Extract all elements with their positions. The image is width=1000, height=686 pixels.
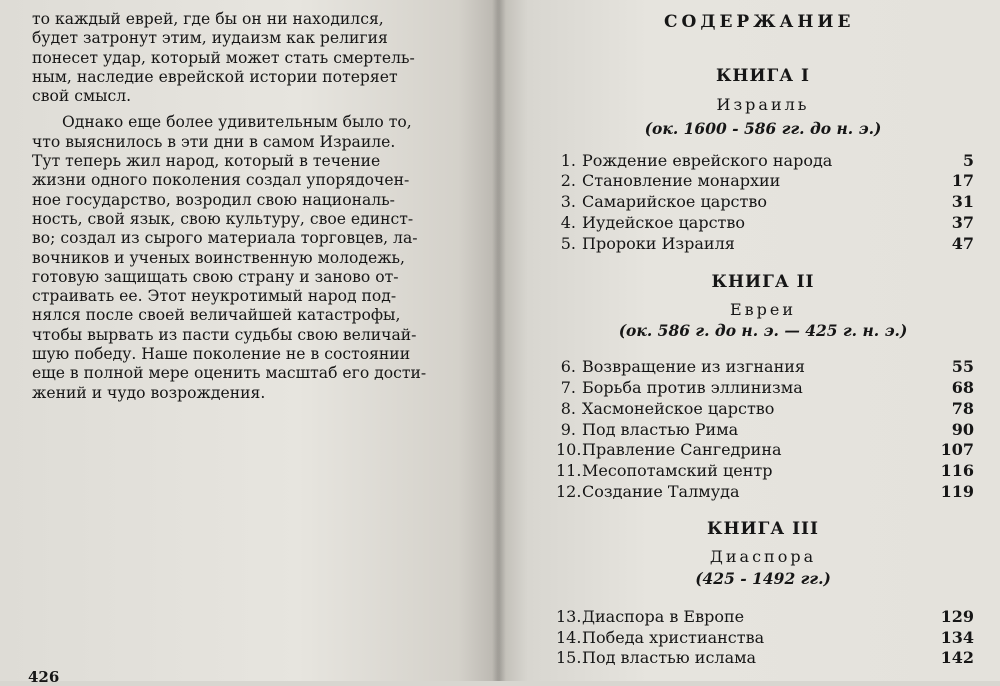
- toc-entry: [556, 191, 976, 212]
- chapter-title: Борьба против эллинизма: [582, 378, 803, 397]
- toc-entry: [556, 356, 976, 377]
- chapter-title: Возвращение из изгнания: [582, 357, 806, 376]
- book-subtitle: Евреи: [729, 300, 797, 319]
- chapter-page: 142: [940, 648, 974, 667]
- toc-entry: [556, 398, 976, 419]
- book-dates: (ок. 1600 - 586 гг. до н. э.): [644, 119, 882, 138]
- toc-entry: [556, 170, 976, 191]
- chapter-title: Пророки Израиля: [582, 234, 735, 253]
- chapter-page: 68: [951, 378, 974, 397]
- text-line: вочников и ученых воинственную молодежь,: [32, 248, 406, 267]
- chapter-title: Диаспора в Европе: [582, 607, 745, 626]
- toc-entry: [556, 233, 976, 254]
- book-subtitle: Диаспора: [709, 547, 817, 566]
- text-line: еще в полной мере оценить масштаб его дости-: [32, 364, 427, 383]
- page-number: 426: [28, 668, 60, 686]
- chapter-page: 134: [940, 628, 974, 647]
- chapter-title: Становление монархии: [582, 171, 781, 190]
- chapter-number: 6.: [560, 357, 576, 376]
- text-line: во; создал из сырого материала торговцев, ла-: [32, 229, 418, 248]
- book-title: КНИГА II: [711, 272, 815, 292]
- book-subtitle: Израиль: [716, 95, 810, 114]
- toc-entry: [556, 150, 976, 171]
- toc-entry: [556, 212, 976, 233]
- toc-entry: [556, 627, 976, 648]
- chapter-page: 119: [940, 482, 974, 501]
- chapter-page: 78: [951, 399, 974, 418]
- chapter-number: 15.: [556, 648, 582, 667]
- text-line: шую победу. Наше поколение не в состоянии: [32, 345, 411, 364]
- chapter-title: Самарийское царство: [582, 192, 768, 211]
- chapter-number: 13.: [556, 607, 582, 626]
- toc-entry: [556, 460, 976, 481]
- chapter-number: 5.: [560, 234, 576, 253]
- body-text: [32, 10, 427, 403]
- chapter-number: 10.: [556, 440, 582, 459]
- toc-entry: [556, 606, 976, 627]
- toc-entry: [556, 481, 976, 502]
- chapter-title: Хасмонейское царство: [582, 399, 775, 418]
- chapter-number: 3.: [560, 192, 576, 211]
- chapter-page: 107: [940, 440, 974, 459]
- text-line: то каждый еврей, где бы он ни находился,: [32, 10, 384, 28]
- chapter-page: 17: [951, 171, 974, 190]
- chapter-number: 8.: [560, 399, 576, 418]
- text-line: Тут теперь жил народ, который в течение: [32, 152, 381, 171]
- left-page: [0, 0, 498, 686]
- chapter-title: Под властью ислама: [582, 648, 757, 667]
- chapter-page: 31: [951, 192, 974, 211]
- chapter-title: Под властью Рима: [582, 420, 739, 439]
- chapter-page: 55: [951, 357, 974, 376]
- chapter-page: 129: [940, 607, 974, 626]
- book-title: КНИГА III: [707, 519, 819, 539]
- chapter-page: 116: [940, 461, 974, 480]
- chapter-number: 4.: [560, 213, 576, 232]
- chapter-number: 11.: [556, 461, 582, 480]
- chapter-title: Иудейское царство: [582, 213, 746, 232]
- text-line: нялся после своей величайшей катастрофы,: [32, 306, 401, 325]
- text-line: готовую защищать свою страну и заново от-: [32, 267, 399, 286]
- toc-entry: [556, 419, 976, 440]
- chapter-number: 12.: [556, 482, 582, 501]
- text-line: ным, наследие еврейской истории потеряет: [32, 67, 398, 86]
- toc-title: СОДЕРЖАНИЕ: [664, 12, 855, 32]
- text-line: Однако еще более удивительным было то,: [62, 113, 412, 132]
- book-dates: (ок. 586 г. до н. э. — 425 г. н. э.): [618, 321, 908, 340]
- chapter-number: 2.: [560, 171, 576, 190]
- chapter-page: 90: [951, 420, 974, 439]
- toc-entry: [556, 439, 976, 460]
- chapter-title: Победа христианства: [582, 628, 765, 647]
- chapter-title: Правление Сангедрина: [582, 440, 782, 459]
- text-line: ность, свой язык, свою культуру, свое единст-: [32, 209, 414, 228]
- chapter-number: 1.: [560, 151, 576, 170]
- text-line: будет затронут этим, иудаизм как религия: [32, 29, 388, 48]
- chapter-title: Рождение еврейского народа: [582, 151, 833, 170]
- text-line: понесет удар, который может стать смертель-: [32, 48, 415, 67]
- text-line: свой смысл.: [32, 87, 132, 106]
- text-line: чтобы вырвать из пасти судьбы свою величай-: [32, 325, 417, 344]
- chapter-page: 5: [962, 151, 974, 170]
- chapter-number: 7.: [560, 378, 576, 397]
- text-line: жизни одного поколения создал упорядочен-: [32, 171, 410, 190]
- chapter-page: 37: [951, 213, 974, 232]
- toc-entry: [556, 647, 976, 668]
- text-line: страивать ее. Этот неукротимый народ под-: [32, 287, 397, 306]
- book-dates: (425 - 1492 гг.): [695, 569, 831, 588]
- text-line: что выяснилось в эти дни в самом Израиле.: [32, 132, 396, 151]
- book-gutter: [492, 0, 506, 681]
- chapter-title: Создание Талмуда: [582, 482, 740, 501]
- toc-entry: [556, 377, 976, 398]
- chapter-number: 9.: [560, 420, 576, 439]
- chapter-number: 14.: [556, 628, 582, 647]
- text-line: ное государство, возродил свою националь-: [32, 190, 395, 209]
- chapter-page: 47: [951, 234, 974, 253]
- chapter-title: Месопотамский центр: [582, 461, 773, 480]
- book-title: КНИГА I: [715, 66, 811, 86]
- text-line: жений и чудо возрождения.: [32, 383, 266, 402]
